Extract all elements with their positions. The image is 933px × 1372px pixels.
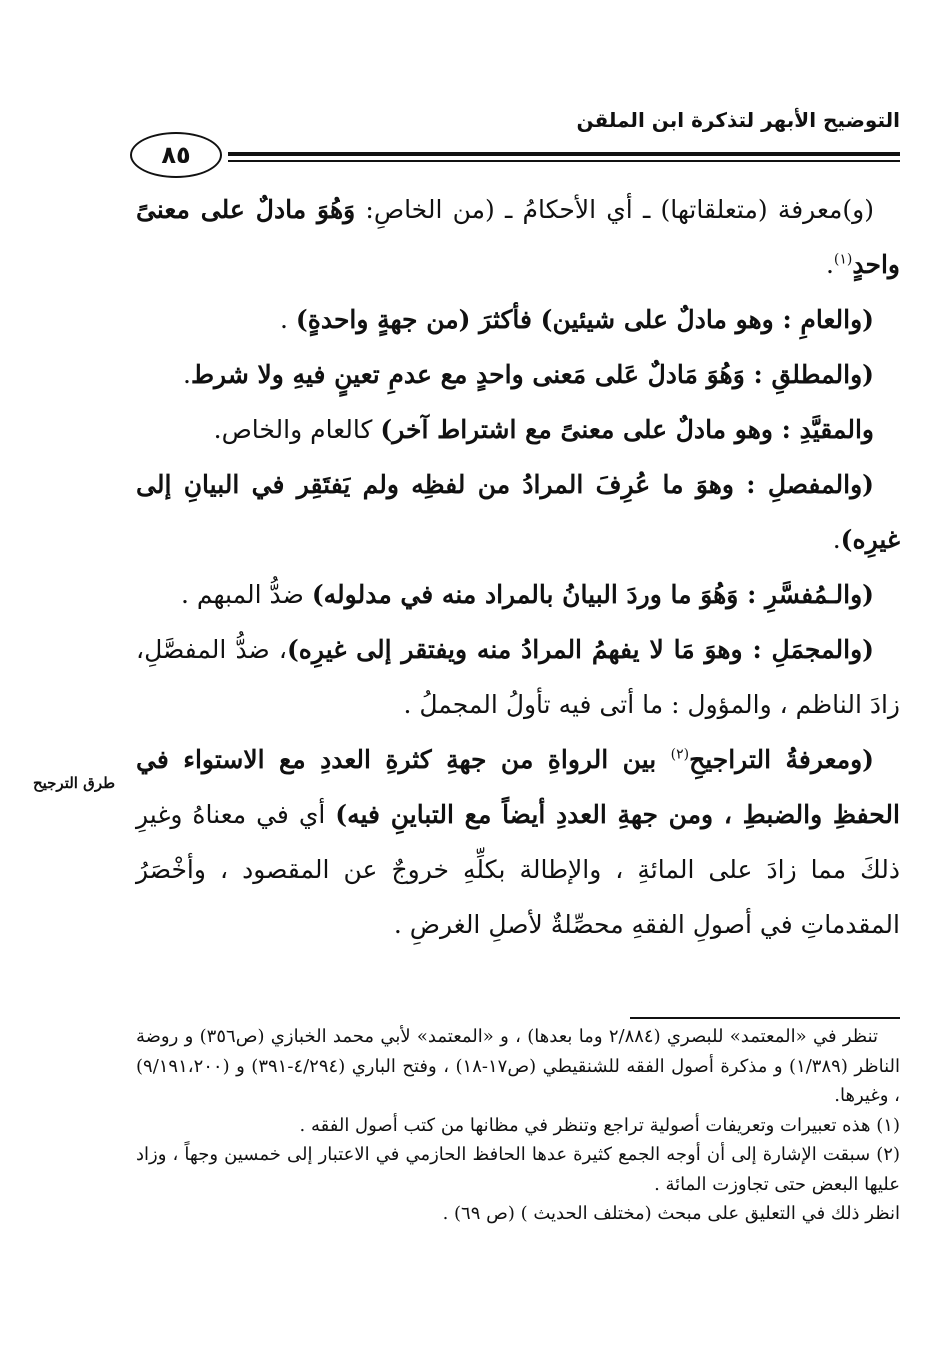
running-header-title: التوضيح الأبهر لتذكرة ابن الملقن <box>576 108 900 132</box>
paragraph-ambiguous <box>136 622 900 732</box>
p2-definition: (والعامِ : وهو مادلٌ على شيئين) فأكثرَ (من جهةٍ واحدةٍ) <box>295 305 874 334</box>
main-text <box>136 182 900 952</box>
footnote-ref-2: (٢) <box>670 746 690 763</box>
paragraph-absolute <box>136 347 900 402</box>
p8-definition-end: بين الرواةِ من جهةِ كثرةِ العددِ مع الاستواء في الحفظِ والضبطِ ، ومن جهةِ العددِ أيضاً مع التباينِ فيه) <box>136 745 900 829</box>
footnote-2: (٢) سبقت الإشارة إلى أن أوجه الجمع كثيرة عدها الحافظ الحازمي في الاعتبار إلى خمسين وجهاً ، وزاد عليها البعض حتى تجاوزت المائة . <box>136 1144 900 1195</box>
p8-definition-start: (ومعرفةُ التراجيحِ <box>689 745 874 774</box>
p3-end: . <box>182 360 191 389</box>
p8-end: أي في معناهُ وغيرِ ذلكَ مما زادَ على المائةِ ، والإطالة بكلِّهِ خروجٌ عن المقصود ، وأخْصَرُ المقدماتِ في أصولِ الفقهِ محصِّلةٌ لأصلِ الغرضِ . <box>136 800 900 939</box>
p7-definition: (والمجمَلِ : وهوَ مَا لا يفهمُ المرادُ منه ويفتقر إلى غيرِه) <box>286 635 874 664</box>
p2-end: . <box>280 305 296 334</box>
p6-definition: (والـمُفسَّرِ : وَهُوَ ما وردَ البيانُ بالمراد منه في مدلوله) <box>311 580 874 609</box>
paragraph-detailed <box>136 457 900 567</box>
p7-end: ، ضدُّ المفصَّلِ، زادَ الناظم ، والمؤول : ما أتى فيه تأولُ المجملُ . <box>136 635 900 719</box>
p5-end: . <box>832 525 841 554</box>
footnote-ref-1: (١) <box>833 251 853 268</box>
p1-end: . <box>825 250 834 279</box>
page-number: ٨٥ <box>161 141 191 169</box>
footnotes <box>136 1022 900 1229</box>
paragraph-restricted <box>136 402 900 457</box>
p1-text: (و)معرفة (متعلقاتها) ـ أي الأحكامُ ـ (من الخاصِ: <box>355 195 874 224</box>
p3-definition: (والمطلقِ : وَهُوَ مَادلٌ عَلى مَعنى واحدٍ مع عدمِ تعينٍ فيهِ ولا شرط <box>190 360 874 389</box>
header-rule-thin <box>228 160 900 162</box>
footnote-separator <box>630 1017 900 1019</box>
paragraph-specific <box>136 182 900 292</box>
margin-note-heading: طرق الترجيح <box>32 774 116 792</box>
footnote-sources: تنظر في «المعتمد» للبصري (٢/٨٨٤ وما بعدها) ، و «المعتمد» لأبي محمد الخبازي (ص٣٥٦) و روضة الناظر (١/٣٨٩) و مذكرة أصول الفقه للشنقيطي (ص١٧-١٨) ، وفتح الباري (٤/٢٩٤-٣٩١) و (٩/١٩١،٢٠٠) ، وغيرها. <box>136 1026 900 1106</box>
p6-end: ضدُّ المبهم . <box>180 580 312 609</box>
footnote-2-continued: انظر ذلك في التعليق على مبحث (مختلف الحديث ) (ص ٦٩) . <box>442 1203 900 1224</box>
paragraph-preference <box>136 732 900 952</box>
p4-definition: والمقيَّدِ : وهو مادلٌ على معنىً مع اشتراط آخر) <box>380 415 874 444</box>
p5-definition: (والمفصلِ : وهوَ ما عُرِفَ المرادُ من لفظِه ولم يَفتَقِر في البيانِ إلى غيرِه) <box>136 470 900 554</box>
paragraph-explained <box>136 567 900 622</box>
header-rule-thick <box>228 152 900 156</box>
p1-definition: وَهُوَ مادلٌ على معنىً واحدٍ <box>136 195 900 279</box>
p4-end: كالعام والخاص. <box>213 415 381 444</box>
footnote-1: (١) هذه تعبيرات وتعريفات أصولية تراجع وتنظر في مظانها من كتب أصول الفقه . <box>299 1114 900 1136</box>
page-number-badge <box>130 132 222 178</box>
paragraph-general <box>136 292 900 347</box>
